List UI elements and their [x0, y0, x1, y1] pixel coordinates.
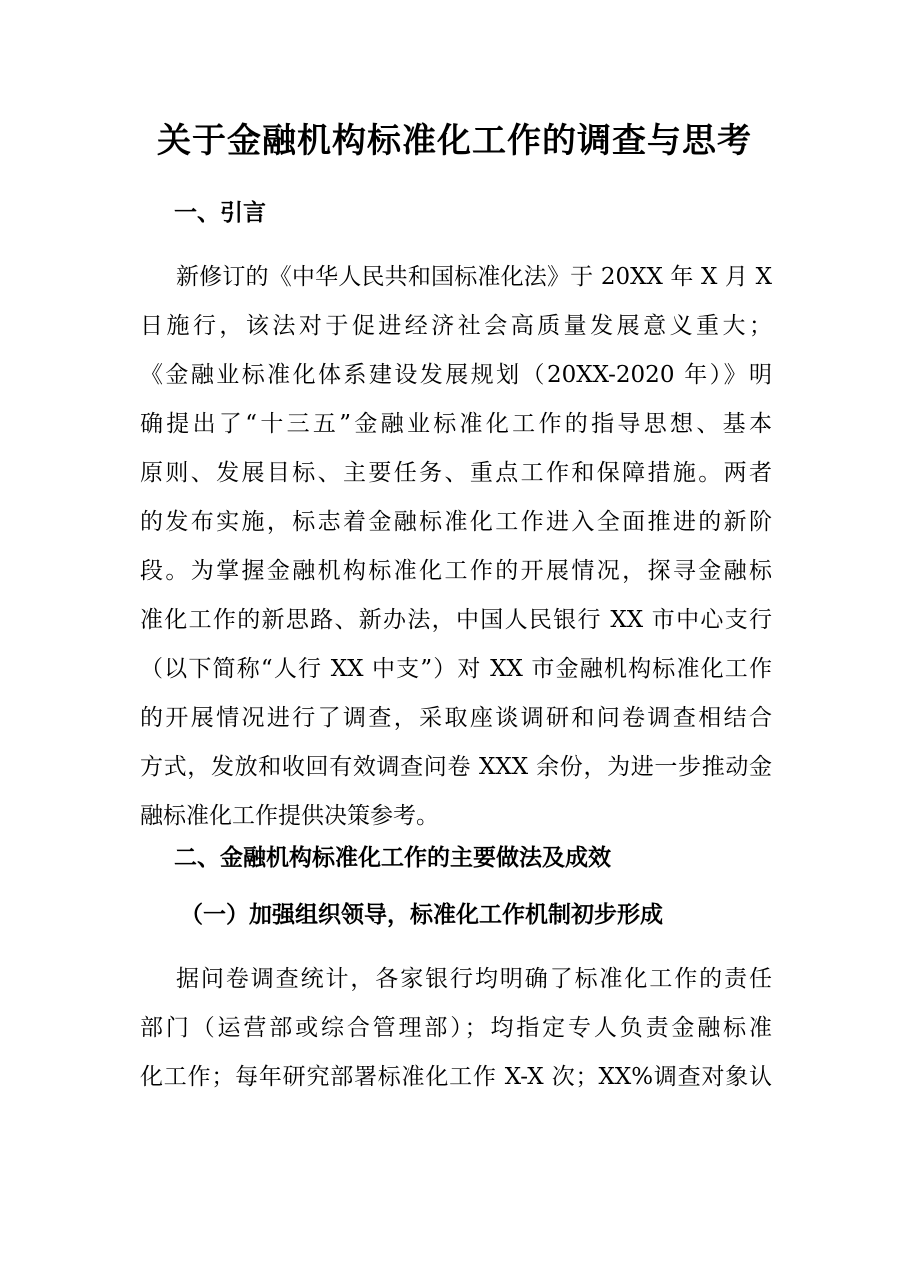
- paragraph-line: 部门（运营部或综合管理部）；均指定专人负责金融标准: [140, 1015, 772, 1041]
- paragraph-line: 的发布实施，标志着金融标准化工作进入全面推进的新阶: [140, 509, 772, 535]
- introduction-paragraph: [140, 253, 772, 841]
- paragraph-line: 据问卷调查统计，各家银行均明确了标准化工作的责任: [176, 966, 772, 992]
- paragraph-line: 的开展情况进行了调查，采取座谈调研和问卷调查相结合: [140, 705, 772, 731]
- paragraph-line: 《金融业标准化体系建设发展规划（20XX-2020 年）》明: [140, 362, 772, 388]
- paragraph-line: 新修订的《中华人民共和国标准化法》于 20XX 年 X 月 X: [176, 264, 772, 290]
- document-title: 关于金融机构标准化工作的调查与思考: [157, 121, 752, 161]
- section-heading-introduction: 一、引言: [174, 200, 266, 226]
- paragraph-line: 化工作；每年研究部署标准化工作 X-X 次；XX%调查对象认: [140, 1064, 772, 1090]
- survey-paragraph: [140, 955, 772, 1102]
- paragraph-line: 段。为掌握金融机构标准化工作的开展情况，探寻金融标: [140, 558, 772, 584]
- paragraph-line: （以下简称“人行 XX 中支”）对 XX 市金融机构标准化工作: [140, 656, 772, 682]
- paragraph-line: 准化工作的新思路、新办法，中国人民银行 XX 市中心支行: [140, 607, 772, 633]
- subsection-heading-organization: （一）加强组织领导，标准化工作机制初步形成: [180, 902, 663, 928]
- paragraph-line: 日施行，该法对于促进经济社会高质量发展意义重大；: [140, 313, 772, 339]
- paragraph-line: 融标准化工作提供决策参考。: [140, 803, 439, 829]
- paragraph-line: 原则、发展目标、主要任务、重点工作和保障措施。两者: [140, 460, 772, 486]
- paragraph-line: 确提出了“十三五”金融业标准化工作的指导思想、基本: [140, 411, 772, 437]
- section-heading-practices: 二、金融机构标准化工作的主要做法及成效: [174, 845, 611, 871]
- paragraph-line: 方式，发放和收回有效调查问卷 XXX 余份，为进一步推动金: [140, 754, 772, 780]
